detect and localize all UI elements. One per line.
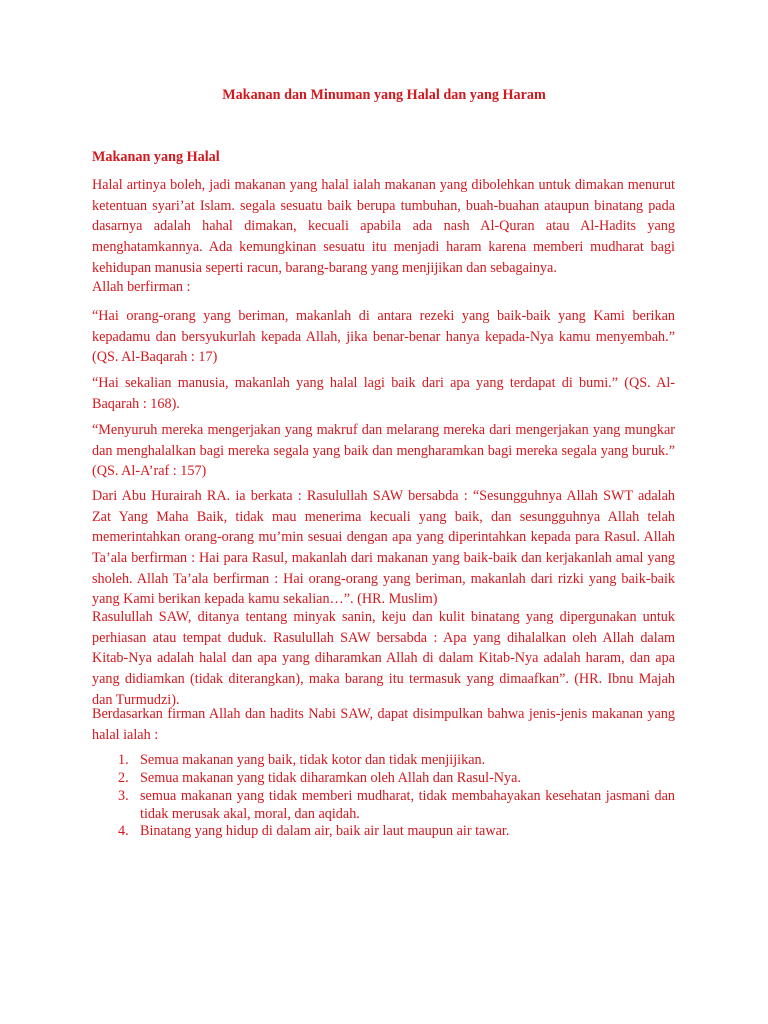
paragraph-line: “Hai orang-orang yang beriman, makanlah di antara rezeki yang baik-baik yang Kami berikan xyxy=(92,308,675,324)
list-item-text: Binatang yang hidup di dalam air, baik air laut maupun air tawar. xyxy=(140,823,510,839)
paragraph-line: memerintahkan orang-orang mu’min sesuai dengan apa yang diperintahkan kepada para Rasul. Allah xyxy=(92,529,675,546)
paragraph-line: Baqarah : 168). xyxy=(92,395,180,412)
paragraph-line: (QS. Al-A’raf : 157) xyxy=(92,463,207,480)
paragraph xyxy=(92,420,675,482)
paragraph xyxy=(92,486,675,610)
paragraph-line: halal ialah : xyxy=(92,726,159,743)
paragraph-line: Zat Yang Maha Baik, tidak mau menerima kecuali yang baik, dan sesungguhnya Allah telah xyxy=(92,508,675,525)
list-number: 3. xyxy=(118,788,129,804)
paragraph-line: menghatamkannya. Ada kemungkinan sesuatu itu menjadi haram karena memberi mudharat bagi xyxy=(92,239,675,256)
paragraph-line: Dari Abu Hurairah RA. ia berkata : Rasulullah SAW bersabda : “Sesungguhnya Allah SWT adalah xyxy=(92,488,675,504)
paragraph xyxy=(92,373,675,414)
paragraph-line: Ta’ala berfirman : Hai para Rasul, makanlah dari makanan yang baik-baik dan kerjakanlah amal yang xyxy=(92,550,675,567)
paragraph-line: Kitab-Nya adalah halal dan apa yang diharamkan Allah di dalam Kitab-Nya adalah haram, dan apa xyxy=(92,650,675,667)
paragraph-line: kehidupan manusia seperti racun, barang-barang yang menjijikan dan sebagainya. xyxy=(92,259,557,276)
paragraph-line: Berdasarkan firman Allah dan hadits Nabi SAW, dapat disimpulkan bahwa jenis-jenis makanan yang xyxy=(92,706,675,722)
paragraph-line: “Menyuruh mereka mengerjakan yang makruf dan melarang mereka dari mengerjakan yang mungkar xyxy=(92,422,675,438)
paragraph-line: (QS. Al-Baqarah : 17) xyxy=(92,349,218,366)
list-item-text: semua makanan yang tidak memberi mudharat, tidak membahayakan kesehatan jasmani dan xyxy=(140,788,675,804)
paragraph xyxy=(92,607,675,710)
paragraph-line: dan Turmudzi). xyxy=(92,691,180,708)
paragraph-line: dan menghalalkan bagi mereka segala yang baik dan mengharamkan bagi mereka segala yang buruk.” xyxy=(92,442,675,459)
document-title: Makanan dan Minuman yang Halal dan yang Haram xyxy=(222,87,546,103)
paragraph xyxy=(92,277,675,298)
section-heading: Makanan yang Halal xyxy=(92,149,220,165)
paragraph-line: kepadamu dan bersyukurlah kepada Allah, jika benar-benar hanya kepada-Nya kamu menyembah.” xyxy=(92,328,675,345)
paragraph-line: ketentuan syari’at Islam. segala sesuatu baik berupa tumbuhan, buah-buahan ataupun binatang pada xyxy=(92,197,675,214)
list-item-text: Semua makanan yang tidak diharamkan oleh Allah dan Rasul-Nya. xyxy=(140,770,521,786)
paragraph-line: Rasulullah SAW, ditanya tentang minyak sanin, keju dan kulit binatang yang dipergunakan untuk xyxy=(92,609,675,625)
paragraph-line: “Hai sekalian manusia, makanlah yang halal lagi baik dari apa yang terdapat di bumi.” (QS. Al- xyxy=(92,375,675,391)
paragraph-line: dasarnya adalah hahal dimakan, kecuali apabila ada nash Al-Quran atau Al-Hadits yang xyxy=(92,218,675,235)
paragraph-line: perhiasan atau tempat duduk. Rasulullah SAW bersabda : Apa yang dihalalkan oleh Allah dalam xyxy=(92,629,675,646)
paragraph-line: yang Kami berikan kepada kamu sekalian…”. (HR. Muslim) xyxy=(92,591,438,608)
list-item-text: Semua makanan yang baik, tidak kotor dan tidak menjijikan. xyxy=(140,752,486,768)
list-number: 2. xyxy=(118,770,129,786)
list-item-text: tidak merusak akal, moral, dan aqidah. xyxy=(140,806,360,822)
paragraph-line: sholeh. Allah Ta’ala berfirman : Hai orang-orang yang beriman, makanlah dari rizki yang baik-baik xyxy=(92,570,675,587)
paragraph-line: yang didiamkan (tidak diterangkan), maka barang itu termasuk yang dimaafkan”. (HR. Ibnu Majah xyxy=(92,671,675,688)
paragraph-line: Halal artinya boleh, jadi makanan yang halal ialah makanan yang dibolehkan untuk dimakan menurut xyxy=(92,177,675,193)
paragraph-line: Allah berfirman : xyxy=(92,279,191,295)
list-number: 1. xyxy=(118,752,129,768)
list-number: 4. xyxy=(118,823,129,839)
paragraph xyxy=(92,704,675,745)
paragraph xyxy=(92,306,675,368)
paragraph xyxy=(92,175,675,278)
